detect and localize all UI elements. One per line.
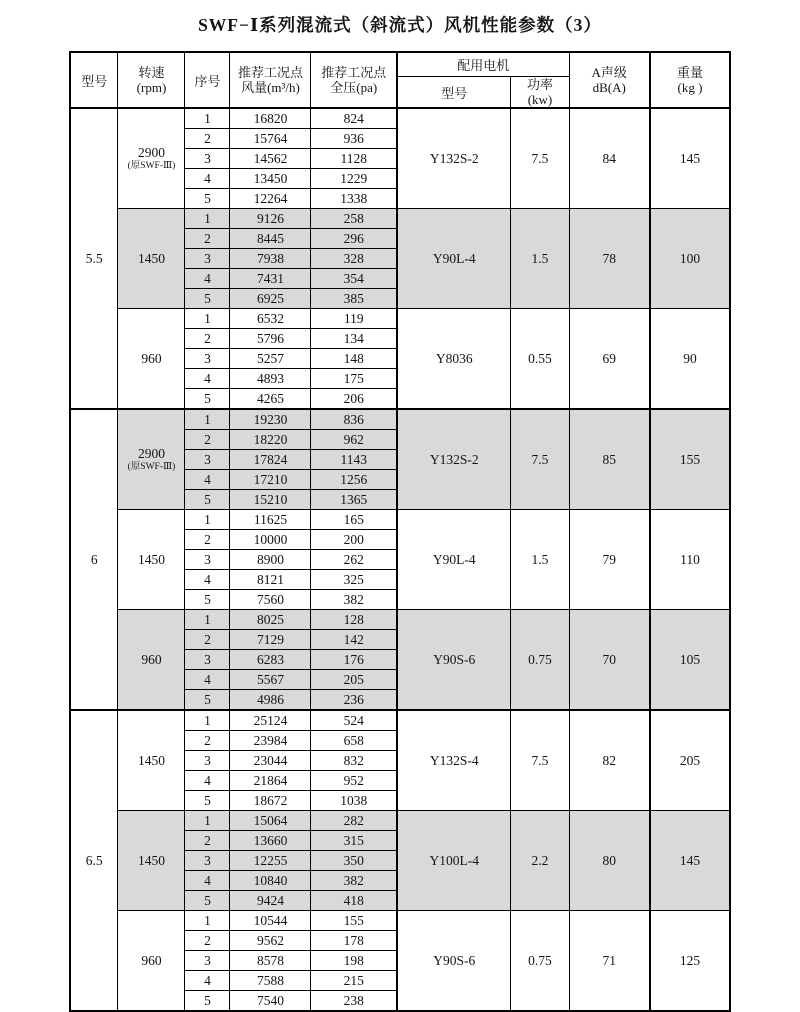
seq-cell: 1 — [185, 309, 230, 329]
seq-cell: 4 — [185, 369, 230, 389]
seq-cell: 3 — [185, 149, 230, 169]
noise-cell: 82 — [569, 710, 650, 811]
noise-cell: 78 — [569, 209, 650, 309]
pressure-cell: 936 — [311, 129, 397, 149]
seq-cell: 4 — [185, 971, 230, 991]
pressure-cell: 178 — [311, 931, 397, 951]
airflow-cell: 7431 — [230, 269, 311, 289]
rpm-value: 960 — [141, 651, 162, 667]
col-header-power-line2: (kw) — [527, 92, 553, 107]
rpm-value: 1450 — [137, 852, 165, 868]
seq-cell: 1 — [185, 610, 230, 630]
rpm-value: 1450 — [137, 551, 165, 567]
airflow-cell: 7560 — [230, 590, 311, 610]
seq-cell: 3 — [185, 450, 230, 470]
pressure-cell: 205 — [311, 670, 397, 690]
pressure-cell: 119 — [311, 309, 397, 329]
airflow-cell: 5257 — [230, 349, 311, 369]
pressure-cell: 354 — [311, 269, 397, 289]
weight-cell: 105 — [650, 610, 730, 711]
noise-cell: 79 — [569, 510, 650, 610]
seq-cell: 3 — [185, 951, 230, 971]
motor-model-cell: Y132S-4 — [397, 710, 511, 811]
pressure-cell: 315 — [311, 831, 397, 851]
airflow-cell: 10544 — [230, 911, 311, 931]
airflow-cell: 13450 — [230, 169, 311, 189]
rpm-value: 1450 — [137, 752, 165, 768]
rpm-cell — [118, 409, 185, 510]
table-row — [70, 108, 730, 129]
power-cell: 7.5 — [511, 710, 569, 811]
table-row — [70, 811, 730, 831]
airflow-cell: 13660 — [230, 831, 311, 851]
power-cell: 7.5 — [511, 108, 569, 209]
pressure-cell: 215 — [311, 971, 397, 991]
airflow-cell: 8578 — [230, 951, 311, 971]
rpm-value: 960 — [141, 952, 162, 968]
airflow-cell: 12264 — [230, 189, 311, 209]
pressure-cell: 200 — [311, 530, 397, 550]
motor-model-cell: Y90L-4 — [397, 510, 511, 610]
seq-cell: 3 — [185, 751, 230, 771]
weight-cell: 100 — [650, 209, 730, 309]
pressure-cell: 296 — [311, 229, 397, 249]
table-row — [70, 710, 730, 731]
weight-cell: 205 — [650, 710, 730, 811]
col-header-motor-group: 配用电机 — [397, 52, 569, 77]
airflow-cell: 8121 — [230, 570, 311, 590]
pressure-cell: 134 — [311, 329, 397, 349]
airflow-cell: 15764 — [230, 129, 311, 149]
rpm-value: 2900 — [137, 145, 165, 160]
table-row — [70, 409, 730, 430]
airflow-cell: 10840 — [230, 871, 311, 891]
pressure-cell: 832 — [311, 751, 397, 771]
model-cell: 5.5 — [70, 108, 118, 409]
airflow-cell: 8900 — [230, 550, 311, 570]
col-header-weight — [650, 52, 730, 108]
header-row-1 — [70, 52, 730, 77]
seq-cell: 1 — [185, 911, 230, 931]
airflow-cell: 8025 — [230, 610, 311, 630]
rpm-cell — [118, 610, 185, 711]
airflow-cell: 15064 — [230, 811, 311, 831]
seq-cell: 5 — [185, 791, 230, 811]
airflow-cell: 9424 — [230, 891, 311, 911]
pressure-cell: 176 — [311, 650, 397, 670]
pressure-cell: 1256 — [311, 470, 397, 490]
airflow-cell: 16820 — [230, 108, 311, 129]
seq-cell: 5 — [185, 389, 230, 410]
airflow-cell: 5796 — [230, 329, 311, 349]
pressure-cell: 1038 — [311, 791, 397, 811]
pressure-cell: 1229 — [311, 169, 397, 189]
pressure-cell: 962 — [311, 430, 397, 450]
model-cell: 6 — [70, 409, 118, 710]
seq-cell: 5 — [185, 891, 230, 911]
col-header-power-line1: 功率 — [526, 77, 553, 92]
motor-model-cell: Y90S-6 — [397, 911, 511, 1012]
pressure-cell: 262 — [311, 550, 397, 570]
pressure-cell: 1365 — [311, 490, 397, 510]
pressure-cell: 258 — [311, 209, 397, 229]
weight-cell: 145 — [650, 108, 730, 209]
rpm-cell — [118, 209, 185, 309]
noise-cell: 71 — [569, 911, 650, 1012]
seq-cell: 5 — [185, 289, 230, 309]
airflow-cell: 10000 — [230, 530, 311, 550]
col-header-airflow-line1: 推荐工况点 — [237, 65, 303, 80]
airflow-cell: 14562 — [230, 149, 311, 169]
seq-cell: 3 — [185, 349, 230, 369]
airflow-cell: 6925 — [230, 289, 311, 309]
seq-cell: 2 — [185, 329, 230, 349]
weight-cell: 110 — [650, 510, 730, 610]
weight-cell: 155 — [650, 409, 730, 510]
weight-cell: 145 — [650, 811, 730, 911]
noise-cell: 84 — [569, 108, 650, 209]
airflow-cell: 23044 — [230, 751, 311, 771]
power-cell: 1.5 — [511, 209, 569, 309]
seq-cell: 4 — [185, 570, 230, 590]
pressure-cell: 385 — [311, 289, 397, 309]
pressure-cell: 1128 — [311, 149, 397, 169]
rpm-note: (原SWF-Ⅲ) — [127, 161, 176, 171]
airflow-cell: 18220 — [230, 430, 311, 450]
seq-cell: 5 — [185, 490, 230, 510]
airflow-cell: 4893 — [230, 369, 311, 389]
airflow-cell: 9126 — [230, 209, 311, 229]
seq-cell: 2 — [185, 630, 230, 650]
power-cell: 1.5 — [511, 510, 569, 610]
airflow-cell: 19230 — [230, 409, 311, 430]
col-header-model: 型号 — [70, 52, 118, 108]
seq-cell: 1 — [185, 710, 230, 731]
col-header-speed — [118, 52, 185, 108]
airflow-cell: 17824 — [230, 450, 311, 470]
airflow-cell: 5567 — [230, 670, 311, 690]
noise-cell: 70 — [569, 610, 650, 711]
noise-cell: 80 — [569, 811, 650, 911]
page-title: SWF−Ⅰ系列混流式（斜流式）风机性能参数（3） — [198, 15, 602, 35]
col-header-weight-line1: 重量 — [676, 65, 703, 80]
col-header-airflow-line2: 风量(m³/h) — [241, 80, 300, 95]
pressure-cell: 206 — [311, 389, 397, 410]
rpm-cell — [118, 911, 185, 1012]
pressure-cell: 328 — [311, 249, 397, 269]
pressure-cell: 382 — [311, 871, 397, 891]
col-header-pressure — [311, 52, 397, 108]
pressure-cell: 836 — [311, 409, 397, 430]
col-header-weight-line2: (kg ) — [677, 80, 703, 95]
pressure-cell: 350 — [311, 851, 397, 871]
airflow-cell: 6532 — [230, 309, 311, 329]
pressure-cell: 1338 — [311, 189, 397, 209]
col-header-noise — [569, 52, 650, 108]
seq-cell: 3 — [185, 249, 230, 269]
rpm-note: (原SWF-Ⅲ) — [127, 462, 176, 472]
col-header-speed-line1: 转速 — [138, 65, 165, 80]
table-row — [70, 309, 730, 329]
airflow-cell: 9562 — [230, 931, 311, 951]
airflow-cell: 4265 — [230, 389, 311, 410]
col-header-pressure-line1: 推荐工况点 — [321, 65, 387, 80]
motor-model-cell: Y132S-2 — [397, 108, 511, 209]
rpm-value: 960 — [141, 350, 162, 366]
motor-model-cell: Y90S-6 — [397, 610, 511, 711]
col-header-pressure-line2: 全压(pa) — [330, 80, 378, 95]
airflow-cell: 6283 — [230, 650, 311, 670]
seq-cell: 4 — [185, 871, 230, 891]
col-header-speed-line2: (rpm) — [136, 80, 167, 95]
rpm-cell — [118, 710, 185, 811]
pressure-cell: 128 — [311, 610, 397, 630]
airflow-cell: 21864 — [230, 771, 311, 791]
pressure-cell: 658 — [311, 731, 397, 751]
seq-cell: 5 — [185, 590, 230, 610]
col-header-noise-line1: A声级 — [591, 65, 627, 80]
airflow-cell: 18672 — [230, 791, 311, 811]
pressure-cell: 165 — [311, 510, 397, 530]
noise-cell: 85 — [569, 409, 650, 510]
pressure-cell: 418 — [311, 891, 397, 911]
seq-cell: 2 — [185, 229, 230, 249]
motor-model-cell: Y132S-2 — [397, 409, 511, 510]
pressure-cell: 142 — [311, 630, 397, 650]
seq-cell: 2 — [185, 129, 230, 149]
table-row — [70, 510, 730, 530]
pressure-cell: 325 — [311, 570, 397, 590]
motor-model-cell: Y100L-4 — [397, 811, 511, 911]
rpm-cell — [118, 309, 185, 410]
pressure-cell: 236 — [311, 690, 397, 711]
airflow-cell: 17210 — [230, 470, 311, 490]
seq-cell: 2 — [185, 831, 230, 851]
seq-cell: 1 — [185, 811, 230, 831]
noise-cell: 69 — [569, 309, 650, 410]
seq-cell: 2 — [185, 430, 230, 450]
pressure-cell: 282 — [311, 811, 397, 831]
seq-cell: 5 — [185, 991, 230, 1012]
motor-model-cell: Y90L-4 — [397, 209, 511, 309]
table-header — [70, 52, 730, 108]
pressure-cell: 198 — [311, 951, 397, 971]
col-header-seq: 序号 — [185, 52, 230, 108]
fan-table-body — [70, 108, 730, 1011]
seq-cell: 4 — [185, 169, 230, 189]
pressure-cell: 175 — [311, 369, 397, 389]
power-cell: 0.75 — [511, 911, 569, 1012]
model-cell: 6.5 — [70, 710, 118, 1011]
seq-cell: 3 — [185, 550, 230, 570]
table-row — [70, 911, 730, 931]
pressure-cell: 238 — [311, 991, 397, 1012]
rpm-value: 2900 — [137, 446, 165, 461]
airflow-cell: 8445 — [230, 229, 311, 249]
pressure-cell: 382 — [311, 590, 397, 610]
pressure-cell: 155 — [311, 911, 397, 931]
pressure-cell: 952 — [311, 771, 397, 791]
seq-cell: 1 — [185, 209, 230, 229]
seq-cell: 5 — [185, 690, 230, 711]
airflow-cell: 12255 — [230, 851, 311, 871]
seq-cell: 4 — [185, 269, 230, 289]
power-cell: 7.5 — [511, 409, 569, 510]
table-row — [70, 209, 730, 229]
rpm-cell — [118, 108, 185, 209]
weight-cell: 90 — [650, 309, 730, 410]
col-header-power — [511, 77, 569, 109]
seq-cell: 1 — [185, 409, 230, 430]
table-row — [70, 610, 730, 630]
power-cell: 0.75 — [511, 610, 569, 711]
seq-cell: 2 — [185, 731, 230, 751]
airflow-cell: 7938 — [230, 249, 311, 269]
pressure-cell: 824 — [311, 108, 397, 129]
airflow-cell: 11625 — [230, 510, 311, 530]
power-cell: 0.55 — [511, 309, 569, 410]
col-header-noise-line2: dB(A) — [592, 80, 626, 95]
seq-cell: 2 — [185, 530, 230, 550]
seq-cell: 1 — [185, 510, 230, 530]
rpm-cell — [118, 811, 185, 911]
airflow-cell: 15210 — [230, 490, 311, 510]
col-header-airflow — [230, 52, 311, 108]
motor-model-cell: Y8036 — [397, 309, 511, 410]
seq-cell: 1 — [185, 108, 230, 129]
airflow-cell: 7588 — [230, 971, 311, 991]
fan-performance-table — [69, 51, 731, 1012]
airflow-cell: 4986 — [230, 690, 311, 711]
seq-cell: 3 — [185, 851, 230, 871]
weight-cell: 125 — [650, 911, 730, 1012]
airflow-cell: 25124 — [230, 710, 311, 731]
pressure-cell: 148 — [311, 349, 397, 369]
airflow-cell: 7129 — [230, 630, 311, 650]
seq-cell: 4 — [185, 470, 230, 490]
airflow-cell: 7540 — [230, 991, 311, 1012]
rpm-value: 1450 — [137, 250, 165, 266]
seq-cell: 4 — [185, 771, 230, 791]
seq-cell: 2 — [185, 931, 230, 951]
seq-cell: 5 — [185, 189, 230, 209]
seq-cell: 4 — [185, 670, 230, 690]
pressure-cell: 524 — [311, 710, 397, 731]
pressure-cell: 1143 — [311, 450, 397, 470]
col-header-motor-model: 型号 — [397, 77, 511, 109]
rpm-cell — [118, 510, 185, 610]
seq-cell: 3 — [185, 650, 230, 670]
airflow-cell: 23984 — [230, 731, 311, 751]
power-cell: 2.2 — [511, 811, 569, 911]
